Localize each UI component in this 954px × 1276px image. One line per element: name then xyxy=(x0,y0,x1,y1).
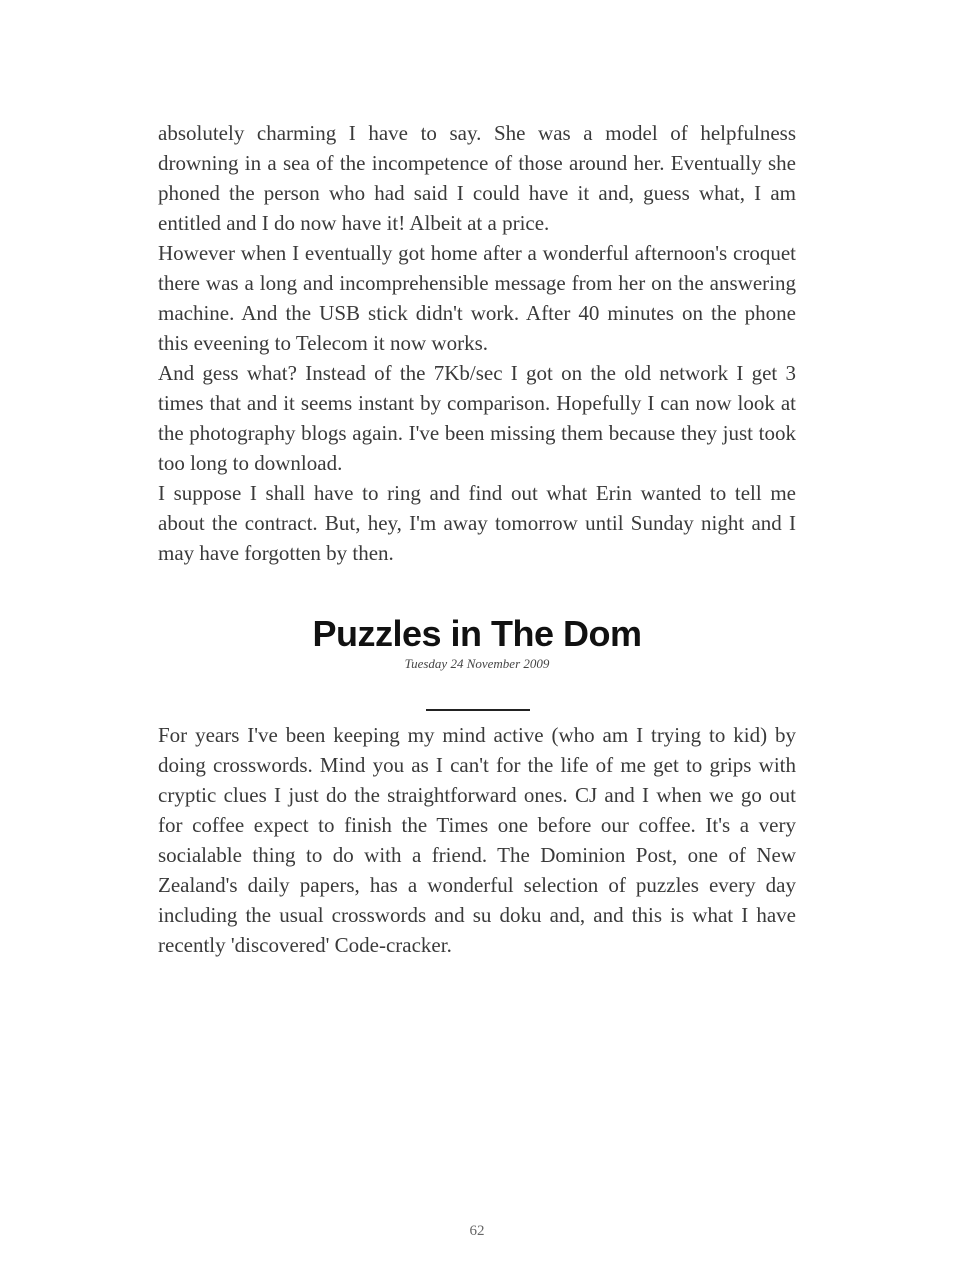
body-paragraph: And gess what? Instead of the 7Kb/sec I got on the old network I get 3 times that and it seems instant by comparison. Hopefully I can now look at the photography blogs again. I've been missing them because they just took too long to download. xyxy=(158,361,796,475)
post-title: Puzzles in The Dom xyxy=(312,613,642,654)
body-paragraph: For years I've been keeping my mind active (who am I trying to kid) by doing crosswords. Mind you as I can't for the life of me get to grips with cryptic clues I just do the straightforward ones. CJ and I when we go out for coffee expect to finish the Times one before our coffee. It's a very socialable thing to do with a friend. The Dominion Post, one of New Zealand's daily papers, has a wonderful selection of puzzles every day including the usual crosswords and su doku and, and this is what I have recently 'discovered' Code-cracker. xyxy=(158,723,796,957)
post-body xyxy=(158,720,796,960)
post-date: Tuesday 24 November 2009 xyxy=(404,656,550,671)
title-separator-rule xyxy=(426,709,530,711)
body-paragraph: However when I eventually got home after a wonderful afternoon's croquet there was a long and incomprehensible message from her on the answering machine. And the USB stick didn't work. After 40 minutes on the phone this eveening to Telecom it now works. xyxy=(158,241,796,355)
previous-post-body xyxy=(158,118,796,568)
body-paragraph: absolutely charming I have to say. She was a model of helpfulness drowning in a sea of the incompetence of those around her. Eventually she phoned the person who had said I could have it and, guess what, I am entitled and I do now have it! Albeit at a price. xyxy=(158,121,796,235)
page-number: 62 xyxy=(469,1223,485,1239)
body-paragraph: I suppose I shall have to ring and find out what Erin wanted to tell me about the contract. But, hey, I'm away tomorrow until Sunday night and I may have forgotten by then. xyxy=(158,481,796,565)
